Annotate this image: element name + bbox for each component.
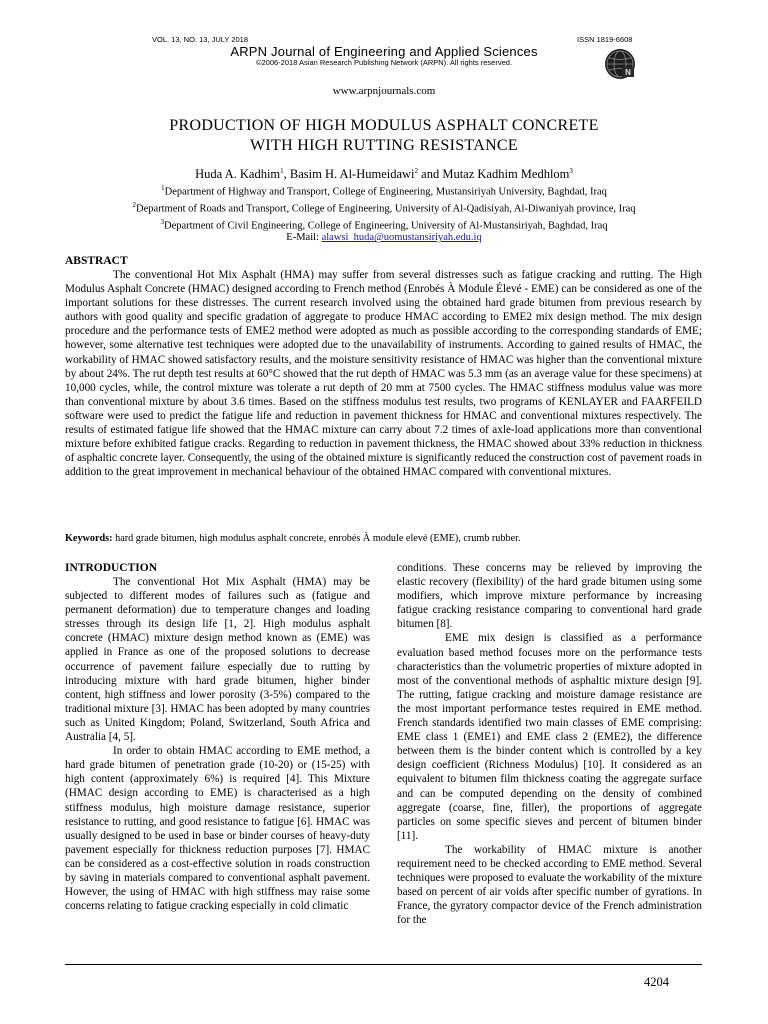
affil-mark: 2 (132, 200, 136, 209)
email-label: E-Mail: (286, 232, 322, 244)
body-paragraph: The workability of HMAC mixture is another requirement need to be checked according to EME method. Several techniques were proposed to evaluate the workability of the mixture based on percent of air voids after specific number of gyrations. In France, the gyratory compactor device of the French administration for the (397, 843, 702, 927)
volume-info: VOL. 13, NO. 13, JULY 2018 (152, 35, 249, 44)
affil-text: Department of Highway and Transport, College of Engineering, Mustansiriyah University, Baghdad, Iraq (164, 186, 607, 198)
affiliation-item (0, 216, 768, 233)
paper-title-line-1: PRODUCTION OF HIGH MODULUS ASPHALT CONCRETE (169, 117, 599, 134)
body-paragraph: EME mix design is classified as a performance evaluation based method focuses more on the performance tests characteristics than the volumetric properties of mixture adopted in most of the conventional methods of asphaltic mixture design [9]. The rutting, fatigue cracking and moisture damage resistance are the most important performance testes required in EME method. French standards identified two main classes of EME comprising: EME class 1 (EME1) and EME class 2 (EME2), the difference between them is the binder content which is controlled by a key design coefficient (Richness Modulus) [10]. It considered as an equivalent to bitumen film thickness coating the aggregate surface and can be computed depending on the density of combined aggregate (coarse, fine, filler), the proportions of aggregate particles on some specific sieves and percent of bitumen binder [11]. (397, 632, 702, 842)
affiliation-list (0, 182, 768, 245)
copyright-notice: ©2006-2018 Asian Research Publishing Network (ARPN). All rights reserved. (255, 58, 513, 67)
keywords-line (65, 533, 702, 544)
author-name: Huda A. Kadhim (195, 167, 281, 182)
arpn-globe-logo-icon (604, 48, 636, 80)
paper-title (0, 116, 768, 156)
body-column-left (65, 561, 370, 913)
abstract-heading: ABSTRACT (65, 255, 128, 267)
issn-info: ISSN 1819-6608 (577, 35, 633, 44)
author-affil-mark: 2 (414, 167, 419, 175)
svg-text:N: N (625, 68, 631, 77)
keywords-label: Keywords: (65, 533, 113, 544)
affiliation-item (0, 182, 768, 199)
journal-name: ARPN Journal of Engineering and Applied Sciences (230, 44, 538, 59)
paper-title-line-2: WITH HIGH RUTTING RESISTANCE (250, 137, 518, 154)
footer-divider (65, 964, 702, 965)
body-paragraph: In order to obtain HMAC according to EME method, a hard grade bitumen of penetration grade (10-20) or (15-25) with high content (approximately 6%) is required [4]. This Mixture (HMAC design according to EME) is characterised as a high stiffness modulus, high moisture damage resistance, superior resistance to rutting, and good resistance to fatigue [6]. HMAC was usually designed to be used in base or binder courses of heavy-duty pavement especially for thickness reduction purposes [7]. HMAC can be considered as a cost-effective solution in roads construction by saving in materials compared to conventional asphalt pavement. However, the using of HMAC with high stiffness may raise some concerns relating to fatigue cracking especially in cold climatic (65, 745, 370, 913)
email-link[interactable]: alawsi_huda@uomustansiriyah.edu.iq (321, 232, 482, 244)
keywords-text: hard grade bitumen, high modulus asphalt concrete, enrobés À module elevé (EME), crumb rubber. (112, 533, 521, 544)
affil-text: Department of Roads and Transport, College of Engineering, University of Al-Qadisiyah, Al-Diwaniyah province, Iraq (135, 203, 636, 215)
author-separator: and (418, 167, 443, 182)
affil-mark: 3 (160, 217, 164, 226)
author-name: Basim H. Al-Humeidawi (289, 167, 415, 182)
section-heading-introduction: INTRODUCTION (65, 562, 158, 574)
author-affil-mark: 1 (280, 167, 284, 175)
abstract-text: The conventional Hot Mix Asphalt (HMA) may suffer from several distresses such as fatigue cracking and rutting. The High Modulus Asphalt Concrete (HMAC) designed according to French method (Enrobés À Module Élevé - EME) can be considered as one of the important solutions for these distresses. The current research involved using the obtained hard grade bitumen from previous research by authors with good quality and specific gradation of aggregate to produce HMAC according to EME2 mix design method. The mix design procedure and the performance tests of EME2 method were adopted as much as possible according to the corresponding standards of EME; however, some alternative test techniques were adopted due to the unavailability of instruments. According to gained results of HMAC, the workability of HMAC showed satisfactory results, and the moisture sensitivity resistance of HMAC was higher than the conventional mixture by about 24%. The rut depth test results at 60°C showed that the rut depth of HMAC was 5.3 mm (as an average value for these specimens) at 10,000 cycles, while, the control mixture was tolerate a rut depth of 20 mm at 7500 cycles. The HMAC stiffness modulus value was more than conventional mixture by about 3.6 times. Based on the stiffness modulus test results, two programs of KENLAYER and FAARFEILD software were used to predict the fatigue life and reduction in pavement thickness for HMAC and conventional mixtures respectively. The results of estimated fatigue life showed that the HMAC mixture can carry about 7.2 times of axle-load applications more than conventional mixture before exhibited fatigue cracks. Regarding to reduction in pavement thickness, the HMAC showed about 33% reduction in thickness of asphaltic concrete layer. Consequently, the using of the obtained mixture is significantly reduced the construction cost of pavement roads in addition to the great improvement in mechanical behaviour of the obtained HMAC compared with conventional mixtures. (65, 269, 702, 479)
page-number: 4204 (644, 975, 669, 989)
affil-text: Department of Civil Engineering, College of Engineering, University of Al-Mustansiriyah, Baghdad, Iraq (163, 220, 608, 232)
author-name: Mutaz Kadhim Medhlom (442, 167, 570, 182)
author-list (0, 167, 768, 182)
author-separator: , (283, 167, 290, 182)
affil-mark: 1 (161, 184, 165, 192)
body-column-right (397, 561, 702, 927)
email-line (0, 232, 768, 244)
body-paragraph: The conventional Hot Mix Asphalt (HMA) may be subjected to different modes of failures such as (fatigue and permanent deformation) due to temperature changes and loading stresses through its design life [1, 2]. High modulus asphalt concrete (HMAC) mixture design method known as (EME) was applied in France as one of the proposed solutions to decrease occurrence of pavement failure especially due to rutting by introducing mixture with hard grade bitumen, higher binder content, high stiffness and lower porosity (3-5%) compared to the traditional mixture [3]. HMAC has been adopted by many countries such as United Kingdom; Poland, Switzerland, South Africa and Australia [4, 5]. (65, 576, 370, 744)
author-affil-mark: 3 (569, 167, 573, 175)
body-paragraph: conditions. These concerns may be relieved by improving the elastic recovery (flexibility) of the hard grade bitumen using some modifiers, which improve mixture performance by increasing fatigue cracking resistance comparing to conventional hard grade bitumen [8]. (397, 562, 702, 631)
affiliation-item (0, 199, 768, 216)
journal-website: www.arpnjournals.com (332, 85, 436, 97)
